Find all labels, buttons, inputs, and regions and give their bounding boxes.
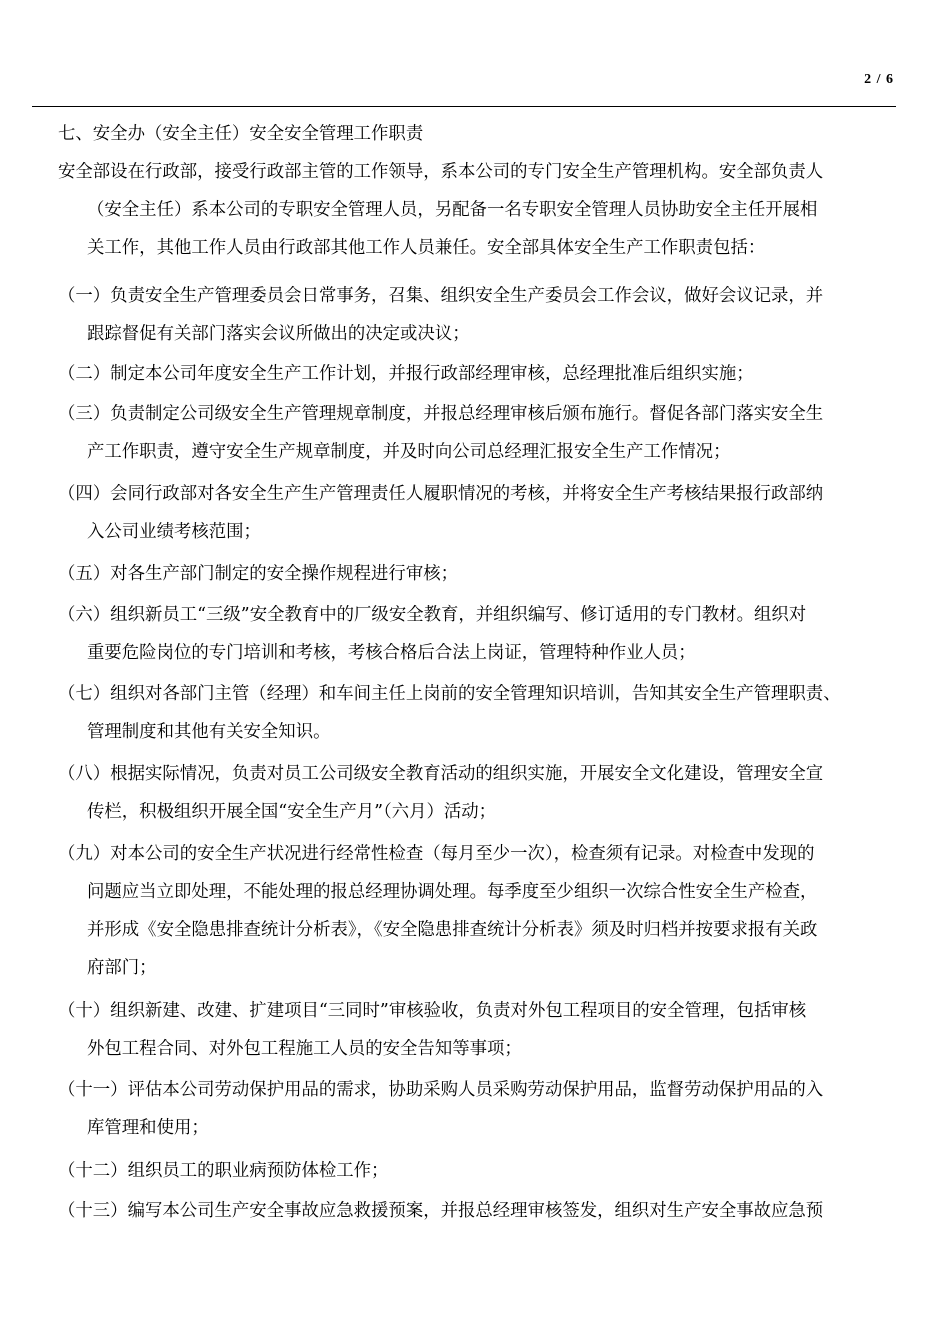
duty-item-2: （二）制定本公司年度安全生产工作计划，并报行政部经理审核，总经理批准后组织实施； [58,364,754,384]
intro-paragraph-line: 关工作，其他工作人员由行政部其他工作人员兼任。安全部具体安全生产工作职责包括： [87,238,766,258]
duty-item-6-continued: 重要危险岗位的专门培训和考核，考核合格后合法上岗证，管理特种作业人员； [87,643,696,663]
duty-item-9-continued: 问题应当立即处理，不能处理的报总经理协调处理。每季度至少组织一次综合性安全生产检查， [87,882,818,902]
duty-item-4: （四）会同行政部对各安全生产生产管理责任人履职情况的考核，并将安全生产考核结果报行政部纳 [58,484,824,504]
duty-item-3-continued: 产工作职责，遵守安全生产规章制度，并及时向公司总经理汇报安全生产工作情况； [87,442,731,462]
header-divider [32,106,896,107]
duty-item-7: （七）组织对各部门主管（经理）和车间主任上岗前的安全管理知识培训，告知其安全生产管理职责、 [58,684,841,704]
duty-item-10-continued: 外包工程合同、对外包工程施工人员的安全告知等事项； [87,1039,522,1059]
page-number: 2 / 6 [864,72,894,87]
duty-item-3: （三）负责制定公司级安全生产管理规章制度，并报总经理审核后颁布施行。督促各部门落实安全生 [58,404,824,424]
duty-item-5: （五）对各生产部门制定的安全操作规程进行审核； [58,564,458,584]
duty-item-8: （八）根据实际情况，负责对员工公司级安全教育活动的组织实施，开展安全文化建设，管理安全宣 [58,764,824,784]
intro-paragraph-line: （安全主任）系本公司的专职安全管理人员，另配备一名专职安全管理人员协助安全主任开展相 [87,200,818,220]
intro-paragraph-line: 安全部设在行政部，接受行政部主管的工作领导，系本公司的专门安全生产管理机构。安全部负责人 [58,162,824,182]
duty-item-8-continued: 传栏，积极组织开展全国“安全生产月”（六月）活动； [87,802,497,822]
section-heading: 七、安全办（安全主任）安全安全管理工作职责 [58,124,424,144]
duty-item-9-continued: 府部门； [87,958,157,978]
duty-item-9: （九）对本公司的安全生产状况进行经常性检查（每月至少一次），检查须有记录。对检查中发现的 [58,844,815,864]
duty-item-4-continued: 入公司业绩考核范围； [87,522,261,542]
duty-item-12: （十二）组织员工的职业病预防体检工作； [58,1161,389,1181]
duty-item-1: （一）负责安全生产管理委员会日常事务，召集、组织安全生产委员会工作会议，做好会议记录，并 [58,286,824,306]
duty-item-7-continued: 管理制度和其他有关安全知识。 [87,722,331,742]
duty-item-11-continued: 库管理和使用； [87,1118,209,1138]
duty-item-6: （六）组织新员工“三级”安全教育中的厂级安全教育，并组织编写、修订适用的专门教材。组织对 [58,605,807,625]
duty-item-1-continued: 跟踪督促有关部门落实会议所做出的决定或决议； [87,324,470,344]
duty-item-9-continued: 并形成《安全隐患排查统计分析表》，《安全隐患排查统计分析表》须及时归档并按要求报有关政 [87,920,818,940]
duty-item-13: （十三）编写本公司生产安全事故应急救援预案，并报总经理审核签发，组织对生产安全事故应急预 [58,1201,824,1221]
duty-item-11: （十一）评估本公司劳动保护用品的需求，协助采购人员采购劳动保护用品，监督劳动保护用品的入 [58,1080,824,1100]
duty-item-10: （十）组织新建、改建、扩建项目“三同时”审核验收，负责对外包工程项目的安全管理，包括审核 [58,1001,807,1021]
